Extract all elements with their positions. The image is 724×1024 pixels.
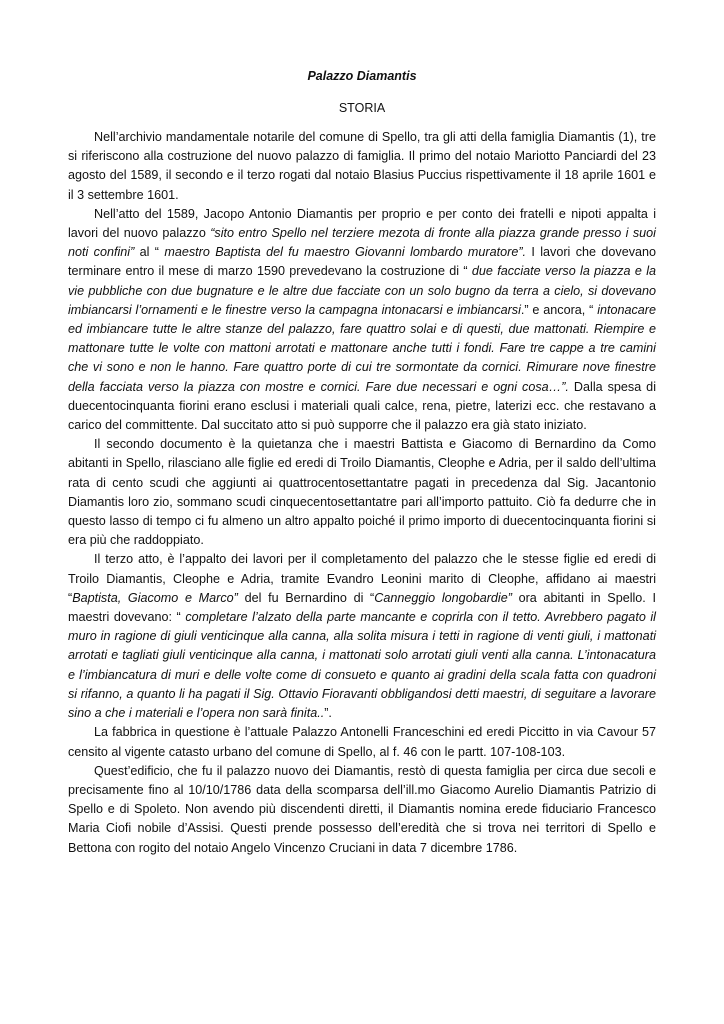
paragraph-text: al “ [134,245,165,260]
body-paragraph [68,128,656,205]
paragraph-text: La fabbrica in questione è l’attuale Palazzo Antonelli Franceschini ed eredi Piccitto in via Cavour 57 censito al vigente catasto urbano del comune di Spello, al f. 46 con le partt. 107-108-103. [68,725,656,759]
paragraph-text: Dalla spesa di duecentocinquanta fiorini erano esclusi i materiali quali calce, rena, pietre, laterizi ecc. che restavano a carico del committente. Dal succitato atto si può supporre che il palazzo era già stato iniziato. [68,379,656,433]
section-heading: STORIA [338,101,386,115]
paragraph-text: Nell’atto del 1589, Jacopo Antonio Diamantis per proprio e per conto dei fratelli e nipoti appalta i lavori del nuovo palazzo [68,206,656,241]
quoted-text: Canneggio longobardie” [374,590,512,605]
quoted-text: completare l’alzato della parte mancante e coprirla con il tetto. Avrebbero pagato il muro in ragione di giuli venticinque alla canna, alla solita misura i tetti in ragione di venti giuli, i mattonati arrotati e tagliati giuli venticinque alla canna, i mattonati solo arrotati giuli venti alla canna. L’intonacatura e l’imbiancatura di muri e delle volte come di consueto e quanto ai gradini della scala fatta con quadroni si rifanno, a quanto li ha pagati il Sig. Ottavio Fioravanti obbligandosi detti maestri, di seguitare a lavorare sino a che i materiali e l’opera non sarà finita.. [68,610,656,721]
quoted-text: intonacare ed imbiancare tutte le altre stanze del palazzo, fare quattro solai e di questi, due mattonati. Riempire e mattonare tutte le volte con mattoni arrotati e mattonare anche tutti i fondi. Fare tre cappe a tre camini che vi sono e non le hanno. Fare quattro porte di cui tre sormontate da cornici. Rimurare nove finestre della facciata verso la piazza con mostre e cornici. Fare due necessari e ogni cosa…”. [68,302,656,394]
body-paragraph [68,435,656,550]
paragraph-text: Nell’archivio mandamentale notarile del comune di Spello, tra gli atti della famiglia Diamantis (1), tre si riferiscono alla costruzione del nuovo palazzo di famiglia. Il primo del notaio Mariotto Panciardi del 23 agosto del 1589, il secondo e il terzo rogati dal notaio Blasius Puccius rispettivamente il 18 aprile 1601 e il 3 settembre 1601. [68,130,656,202]
quoted-text: due facciate verso la piazza e la vie pubbliche con due bugnature e le altre due facciate con un solo bugno da terra a cielo, si dovevano imbiancarsi l’ornamenti e le finestre verso la campagna intonacarsi e imbiancarsi [68,264,656,317]
paragraph-text: Quest’edificio, che fu il palazzo nuovo dei Diamantis, restò di questa famiglia per circa due secoli e precisamente fino al 10/10/1786 data della scomparsa dell’ill.mo Giacomo Aurelio Diamantis Patrizio di Spello e di Spoleto. Non avendo più discendenti diretti, il Diamantis nomina erede fiduciario Francesco Maria Ciofi nobile d’Assisi. Questi prende possesso dell’eredità che si trova nei territori di Spello e Bettona con rogito del notaio Angelo Vincenzo Cruciani in data 7 dicembre 1786. [68,763,656,855]
paragraph-text: ”. [324,706,332,721]
quoted-text: Baptista, Giacomo e Marco” [72,590,238,605]
body-paragraph [68,762,656,858]
document-title: Palazzo Diamantis [307,69,417,83]
paragraph-text: I lavori che dovevano terminare entro il mese di marzo 1590 prevedevano la costruzione di “ [68,245,657,279]
paragraph-text: Il secondo documento è la quietanza che i maestri Battista e Giacomo di Bernardino da Como abitanti in Spello, rilasciano alle figlie ed eredi di Troilo Diamantis, Cleophe e Adria, per il saldo dell’ultima rata di cento scudi che aggiunti ai quattrocentosettantatre pagati in precedenza dal Sig. Jacantonio Diamantis loro zio, sommano scudi cinquecentosettantatre pari all’importo pattuito. Ciò fa dedurre che in questo lasso di tempo ci fu almeno un altro appalto poiché il primo importo di duecentocinquanta fiorini si era più che raddoppiato. [68,437,656,548]
body-paragraph [68,723,656,761]
paragraph-text: ora abitanti in Spello. I maestri dovevano: “ [68,590,656,625]
document-body [68,128,656,858]
paragraph-text: .” e ancora, “ [520,302,598,317]
paragraph-text: del fu Bernardino di “ [237,590,375,605]
body-paragraph [68,205,656,435]
paragraph-text: Il terzo atto, è l’appalto dei lavori per il completamento del palazzo che le stesse figlie ed eredi di Troilo Diamantis, Cleophe e Adria, tramite Evandro Leonini marito di Cleophe, affidano ai maestri “ [68,552,656,605]
body-paragraph [68,550,656,723]
quoted-text: “sito entro Spello nel terziere mezota di fronte alla piazza grande presso i suoi noti confini” [68,226,656,260]
quoted-text: maestro Baptista del fu maestro Giovanni lombardo muratore”. [164,245,527,260]
